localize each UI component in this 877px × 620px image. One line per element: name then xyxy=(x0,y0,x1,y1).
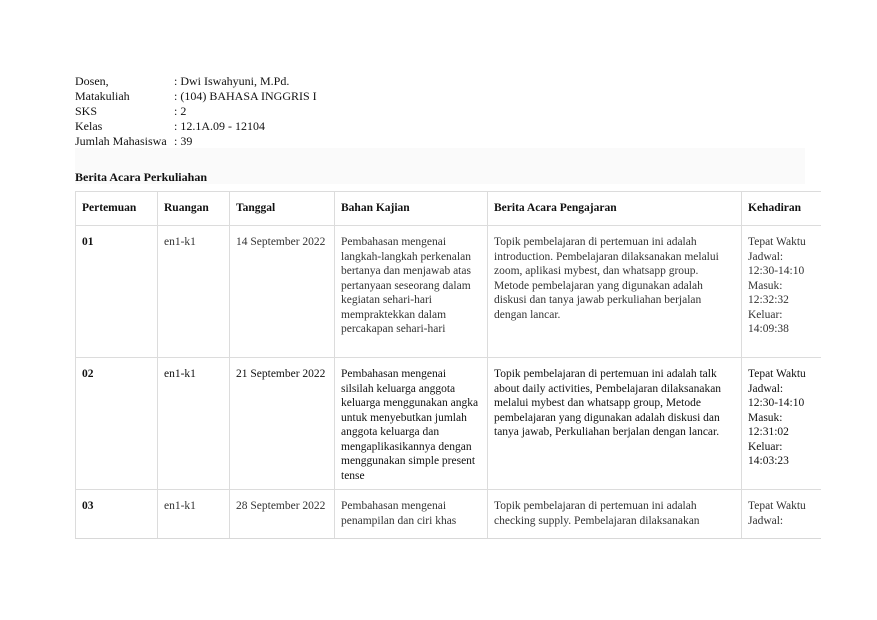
kehadiran-value: 12:30-14:10 xyxy=(748,265,805,277)
table-container xyxy=(75,191,821,539)
kehadiran-label: Keluar: xyxy=(748,440,783,453)
kehadiran-label: Masuk: xyxy=(748,411,783,424)
kehadiran-label: Jadwal: xyxy=(748,250,784,263)
col-header-ruangan: Ruangan xyxy=(158,192,230,226)
info-value: : 2 xyxy=(174,104,187,118)
kehadiran-label: Keluar: xyxy=(748,308,783,321)
info-value: : 12.1A.09 - 12104 xyxy=(174,119,265,133)
info-row-kelas xyxy=(75,119,317,134)
col-header-kehadiran: Kehadiran xyxy=(742,192,822,226)
info-key: SKS xyxy=(75,104,98,118)
cell-bahan-kajian: Pembahasan mengenai langkah-langkah perkenalan bertanya dan menjawab atas pertanyaan seseorang dalam kegiatan sehari-hari mempraktekkan dalam percakapan sehari-hari xyxy=(335,226,488,358)
kehadiran-status: Tepat Waktu xyxy=(748,236,806,248)
cell-pertemuan: 02 xyxy=(76,358,158,490)
table-row xyxy=(76,226,822,358)
cell-ruangan: en1-k1 xyxy=(158,358,230,490)
cell-berita-acara: Topik pembelajaran di pertemuan ini adalah checking supply. Pembelajaran dilaksanakan xyxy=(488,490,742,540)
col-header-tanggal: Tanggal xyxy=(230,192,335,226)
col-header-bahan-kajian: Bahan Kajian xyxy=(335,192,488,226)
info-key: Kelas xyxy=(75,119,103,133)
attendance-table xyxy=(75,191,821,539)
col-header-pertemuan: Pertemuan xyxy=(76,192,158,226)
table-row xyxy=(76,490,822,540)
kehadiran-label: Masuk: xyxy=(748,279,783,292)
kehadiran-value: 12:31:02 xyxy=(748,426,789,438)
cell-kehadiran xyxy=(742,490,822,540)
kehadiran-value: 14:03:23 xyxy=(748,455,789,467)
info-value: : 39 xyxy=(174,134,193,148)
cell-berita-acara: Topik pembelajaran di pertemuan ini adalah talk about daily activities, Pembelajaran dilaksanakan melalui mybest dan whatsapp group, Metode pembelajaran yang digunakan adalah diskusi dan tanya jawab, Perkuliahan berjalan dengan lancar. xyxy=(488,358,742,490)
cell-berita-acara: Topik pembelajaran di pertemuan ini adalah introduction. Pembelajaran dilaksanakan melalui zoom, aplikasi mybest, dan whatsapp group. Metode pembelajaran yang digunakan adalah diskusi dan tanya jawab perkuliahan berjalan dengan lancar. xyxy=(488,226,742,358)
col-header-berita-acara: Berita Acara Pengajaran xyxy=(488,192,742,226)
info-row-jumlah-mahasiswa xyxy=(75,134,317,149)
cell-bahan-kajian: Pembahasan mengenai silsilah keluarga anggota keluarga menggunakan angka untuk menyebutkan jumlah anggota keluarga dan mengaplikasikannya dengan menggunakan simple present tense xyxy=(335,358,488,490)
cell-ruangan: en1-k1 xyxy=(158,226,230,358)
cell-kehadiran xyxy=(742,226,822,358)
info-value: : Dwi Iswahyuni, M.Pd. xyxy=(174,74,290,88)
kehadiran-status: Tepat Waktu xyxy=(748,368,806,380)
section-heading: Berita Acara Perkuliahan xyxy=(75,170,207,184)
info-value: : (104) BAHASA INGGRIS I xyxy=(174,89,317,103)
kehadiran-value: 12:32:32 xyxy=(748,294,789,306)
kehadiran-label: Jadwal: xyxy=(748,514,784,527)
info-row-dosen xyxy=(75,74,317,89)
info-row-matakuliah xyxy=(75,89,317,104)
cell-ruangan: en1-k1 xyxy=(158,490,230,540)
kehadiran-label: Jadwal: xyxy=(748,382,784,395)
info-key: Dosen, xyxy=(75,74,109,88)
cell-tanggal: 28 September 2022 xyxy=(230,490,335,540)
table-header-row xyxy=(76,192,822,226)
cell-pertemuan: 01 xyxy=(76,226,158,358)
cell-tanggal: 21 September 2022 xyxy=(230,358,335,490)
info-key: Jumlah Mahasiswa xyxy=(75,134,167,148)
kehadiran-value: 14:09:38 xyxy=(748,323,789,335)
info-row-sks xyxy=(75,104,317,119)
kehadiran-status: Tepat Waktu xyxy=(748,500,806,512)
cell-tanggal: 14 September 2022 xyxy=(230,226,335,358)
cell-bahan-kajian: Pembahasan mengenai penampilan dan ciri khas xyxy=(335,490,488,540)
cell-kehadiran xyxy=(742,358,822,490)
table-row xyxy=(76,358,822,490)
kehadiran-value: 12:30-14:10 xyxy=(748,397,805,409)
info-key: Matakuliah xyxy=(75,89,130,103)
course-info xyxy=(75,74,317,149)
cell-pertemuan: 03 xyxy=(76,490,158,540)
